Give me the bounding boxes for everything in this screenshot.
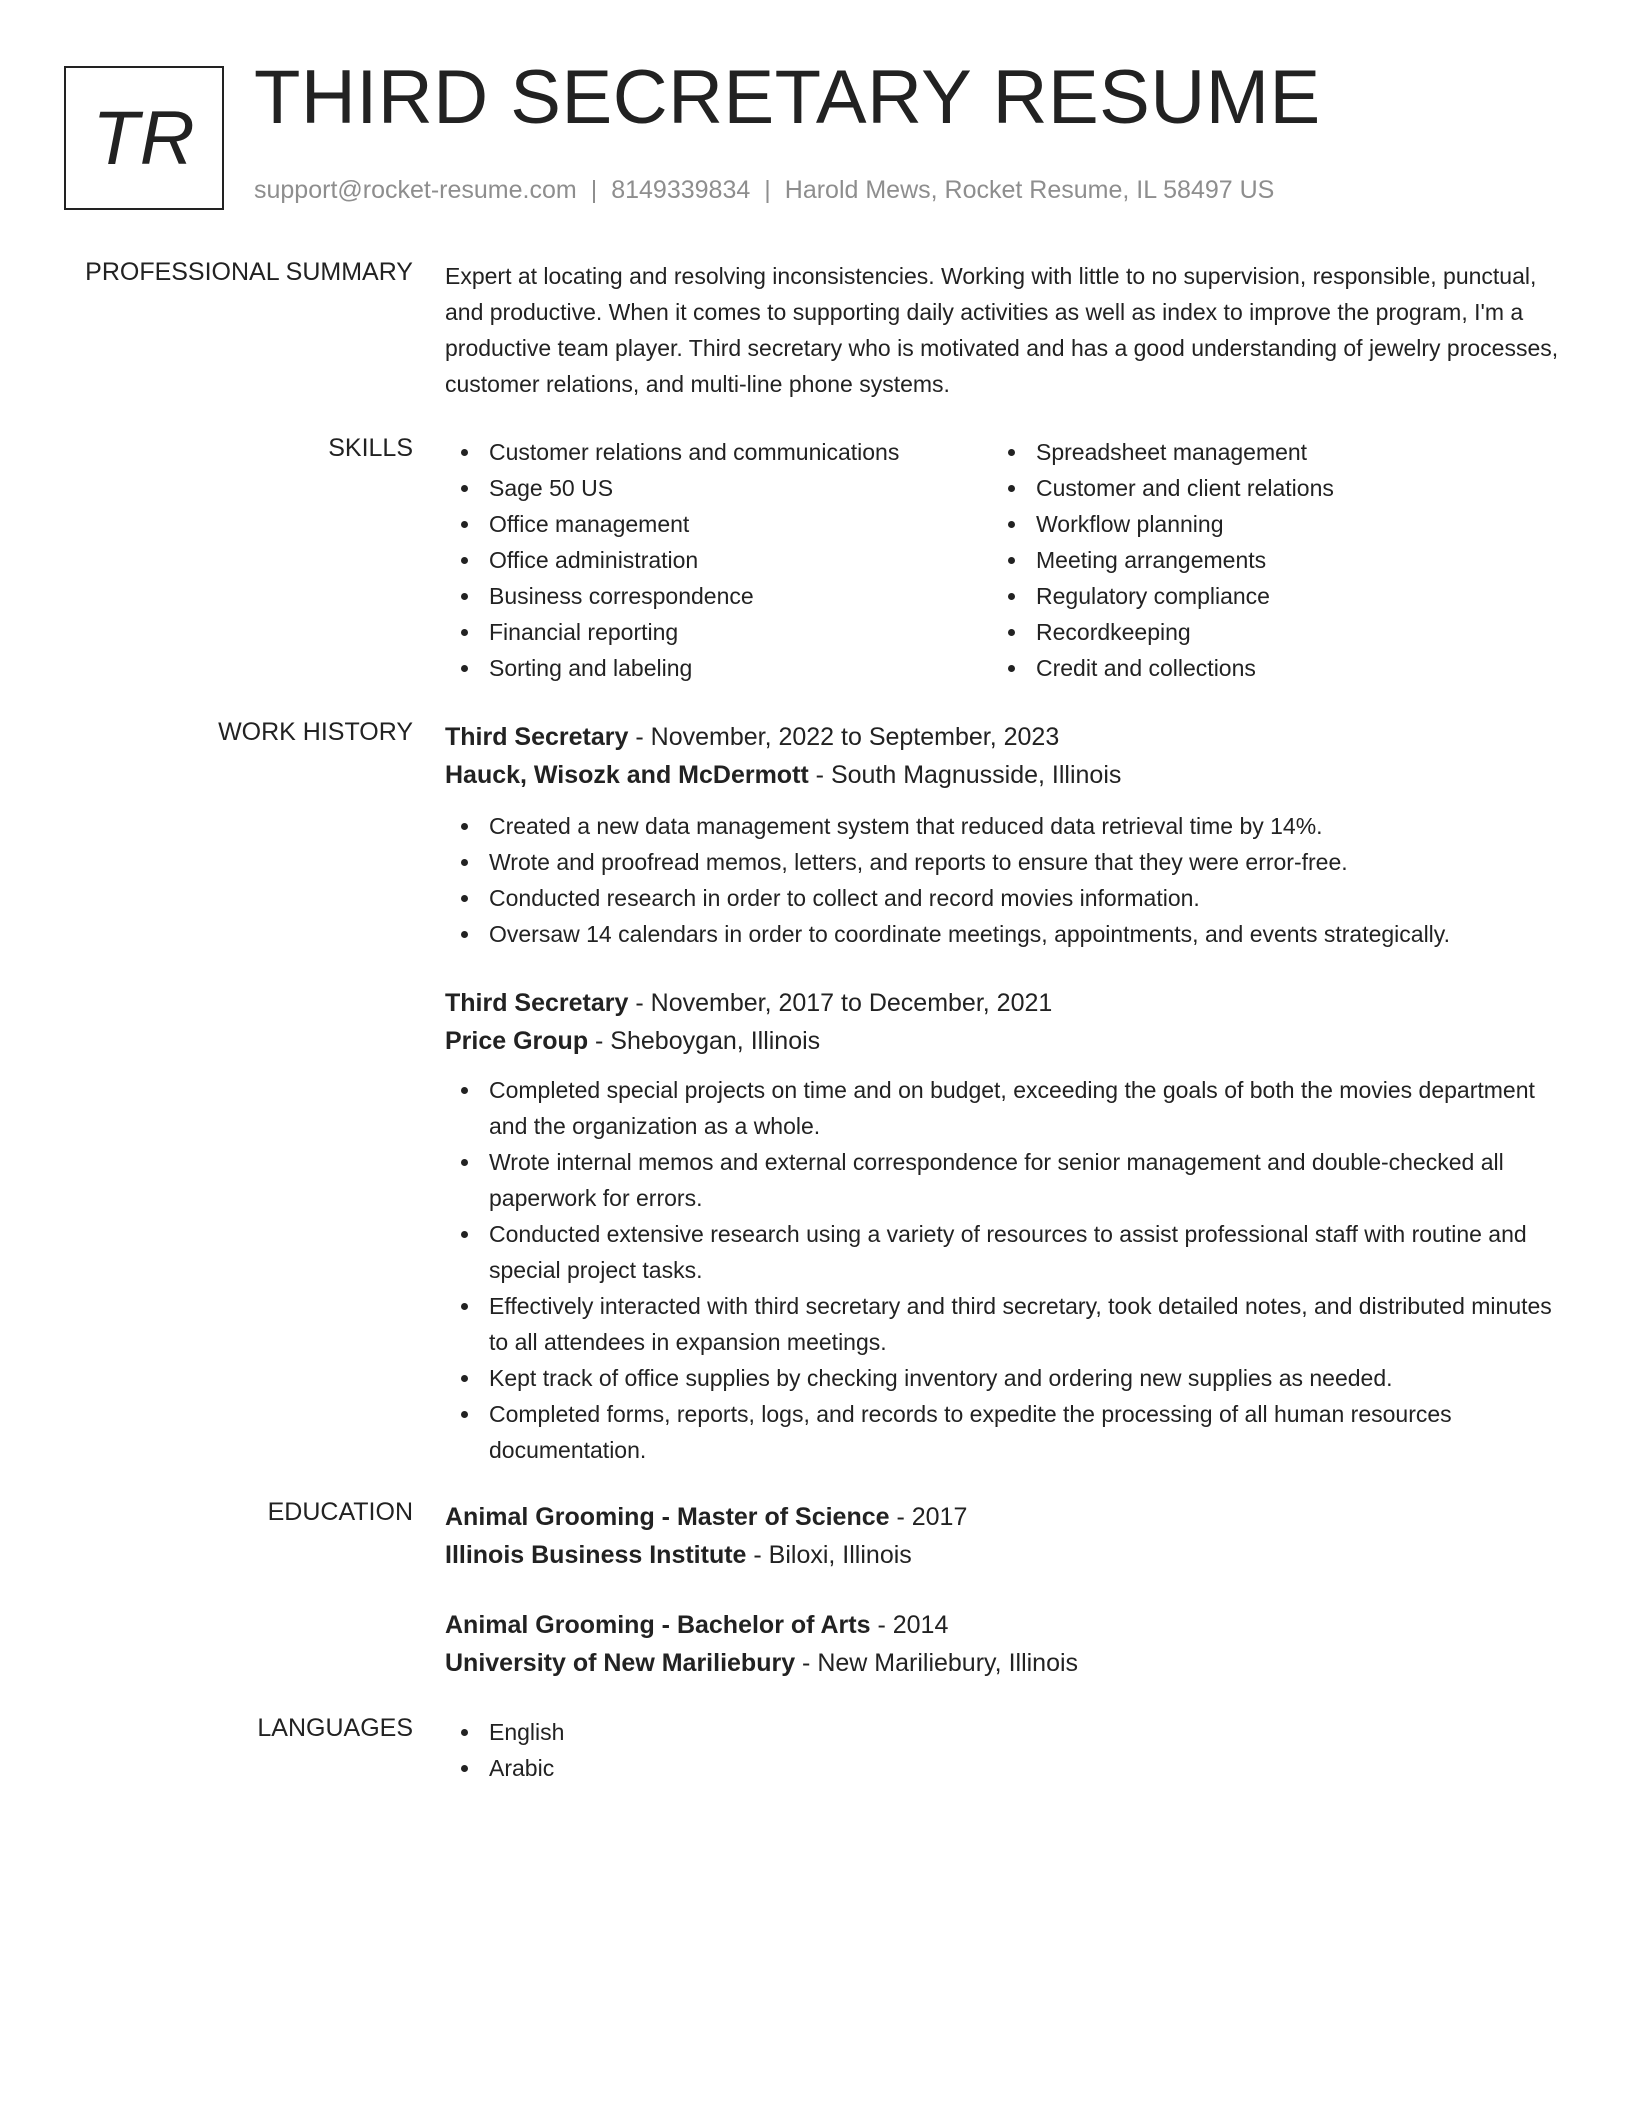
job-entry bbox=[445, 984, 1565, 1468]
skill-item: Recordkeeping bbox=[992, 614, 1539, 650]
language-item: Arabic bbox=[445, 1750, 1565, 1786]
education-location: - Biloxi, Illinois bbox=[746, 1541, 912, 1569]
education-year: - 2014 bbox=[870, 1611, 949, 1639]
education-school: University of New Mariliebury bbox=[445, 1649, 796, 1677]
job-bullet: Oversaw 14 calendars in order to coordinate meetings, appointments, and events strategically. bbox=[445, 916, 1565, 952]
skill-item: Financial reporting bbox=[445, 614, 992, 650]
skills-grid bbox=[445, 434, 1565, 686]
contact-separator: | bbox=[764, 176, 771, 204]
skills-list-left bbox=[445, 434, 992, 686]
monogram-initials: TR bbox=[92, 95, 196, 181]
job-bullet: Completed forms, reports, logs, and records to expedite the processing of all human resources documentation. bbox=[445, 1396, 1565, 1468]
skill-item: Office management bbox=[445, 506, 992, 542]
job-bullet: Conducted research in order to collect and record movies information. bbox=[445, 880, 1565, 916]
section-label-education: EDUCATION bbox=[267, 1498, 413, 1526]
language-item: English bbox=[445, 1714, 1565, 1750]
job-bullets bbox=[445, 1072, 1565, 1468]
job-dates: - November, 2022 to September, 2023 bbox=[628, 723, 1060, 751]
section-label-work: WORK HISTORY bbox=[218, 718, 413, 746]
languages-content bbox=[445, 1714, 1565, 1786]
page-title: THIRD SECRETARY RESUME bbox=[254, 55, 1321, 140]
education-year: - 2017 bbox=[889, 1503, 968, 1531]
contact-separator: | bbox=[590, 176, 598, 204]
job-bullet: Conducted extensive research using a variety of resources to assist professional staff with routine and special project tasks. bbox=[445, 1216, 1565, 1288]
education-entry bbox=[445, 1606, 1565, 1682]
job-bullet: Wrote and proofread memos, letters, and reports to ensure that they were error-free. bbox=[445, 844, 1565, 880]
job-dates: - November, 2017 to December, 2021 bbox=[628, 989, 1053, 1017]
skill-item: Customer relations and communications bbox=[445, 434, 992, 470]
job-bullet: Kept track of office supplies by checking inventory and ordering new supplies as needed. bbox=[445, 1360, 1565, 1396]
skills-list-right bbox=[992, 434, 1539, 686]
job-title: Third Secretary bbox=[445, 723, 629, 751]
job-company-line bbox=[445, 756, 1565, 794]
education-entry bbox=[445, 1498, 1565, 1574]
contact-email: support@rocket-resume.com bbox=[254, 176, 577, 204]
education-location: - New Mariliebury, Illinois bbox=[795, 1649, 1079, 1677]
skill-item: Sage 50 US bbox=[445, 470, 992, 506]
skill-item: Spreadsheet management bbox=[992, 434, 1539, 470]
education-degree: Animal Grooming - Master of Science bbox=[445, 1503, 890, 1531]
job-company-line bbox=[445, 1022, 1565, 1060]
job-bullets bbox=[445, 808, 1565, 952]
section-label-languages: LANGUAGES bbox=[257, 1714, 413, 1742]
monogram-badge bbox=[64, 66, 224, 210]
skill-item: Workflow planning bbox=[992, 506, 1539, 542]
job-title: Third Secretary bbox=[445, 989, 629, 1017]
job-entry bbox=[445, 718, 1565, 952]
job-bullet: Effectively interacted with third secretary and third secretary, took detailed notes, and distributed minutes to all attendees in expansion meetings. bbox=[445, 1288, 1565, 1360]
skill-item: Business correspondence bbox=[445, 578, 992, 614]
education-school-line bbox=[445, 1536, 1565, 1574]
job-bullet: Created a new data management system that reduced data retrieval time by 14%. bbox=[445, 808, 1565, 844]
education-header bbox=[445, 1498, 1565, 1536]
job-bullet: Wrote internal memos and external correspondence for senior management and double-checked all paperwork for errors. bbox=[445, 1144, 1565, 1216]
skill-item: Customer and client relations bbox=[992, 470, 1539, 506]
education-school: Illinois Business Institute bbox=[445, 1541, 747, 1569]
section-label-summary: PROFESSIONAL SUMMARY bbox=[85, 258, 413, 286]
job-bullet: Completed special projects on time and on budget, exceeding the goals of both the movies department and the organization as a whole. bbox=[445, 1072, 1565, 1144]
contact-address: Harold Mews, Rocket Resume, IL 58497 US bbox=[784, 176, 1275, 204]
skill-item: Sorting and labeling bbox=[445, 650, 992, 686]
skill-item: Meeting arrangements bbox=[992, 542, 1539, 578]
education-school-line bbox=[445, 1644, 1565, 1682]
job-location: - South Magnusside, Illinois bbox=[808, 761, 1122, 789]
section-label-skills: SKILLS bbox=[328, 434, 413, 462]
contact-line bbox=[254, 176, 1274, 205]
languages-list bbox=[445, 1714, 1565, 1786]
skill-item: Credit and collections bbox=[992, 650, 1539, 686]
job-company: Price Group bbox=[445, 1027, 589, 1055]
job-header bbox=[445, 718, 1565, 756]
summary-text: Expert at locating and resolving inconsistencies. Working with little to no supervision, responsible, punctual, and productive. When it comes to supporting daily activities as well as index to improve the program, I'm a productive team player. Third secretary who is motivated and has a good understanding of jewelry processes, customer relations, and multi-line phone systems. bbox=[445, 263, 1559, 397]
skill-item: Regulatory compliance bbox=[992, 578, 1539, 614]
contact-phone: 8149339834 bbox=[611, 176, 751, 204]
education-degree: Animal Grooming - Bachelor of Arts bbox=[445, 1611, 871, 1639]
job-location: - Sheboygan, Illinois bbox=[588, 1027, 821, 1055]
job-header bbox=[445, 984, 1565, 1022]
job-company: Hauck, Wisozk and McDermott bbox=[445, 761, 809, 789]
skill-item: Office administration bbox=[445, 542, 992, 578]
education-header bbox=[445, 1606, 1565, 1644]
